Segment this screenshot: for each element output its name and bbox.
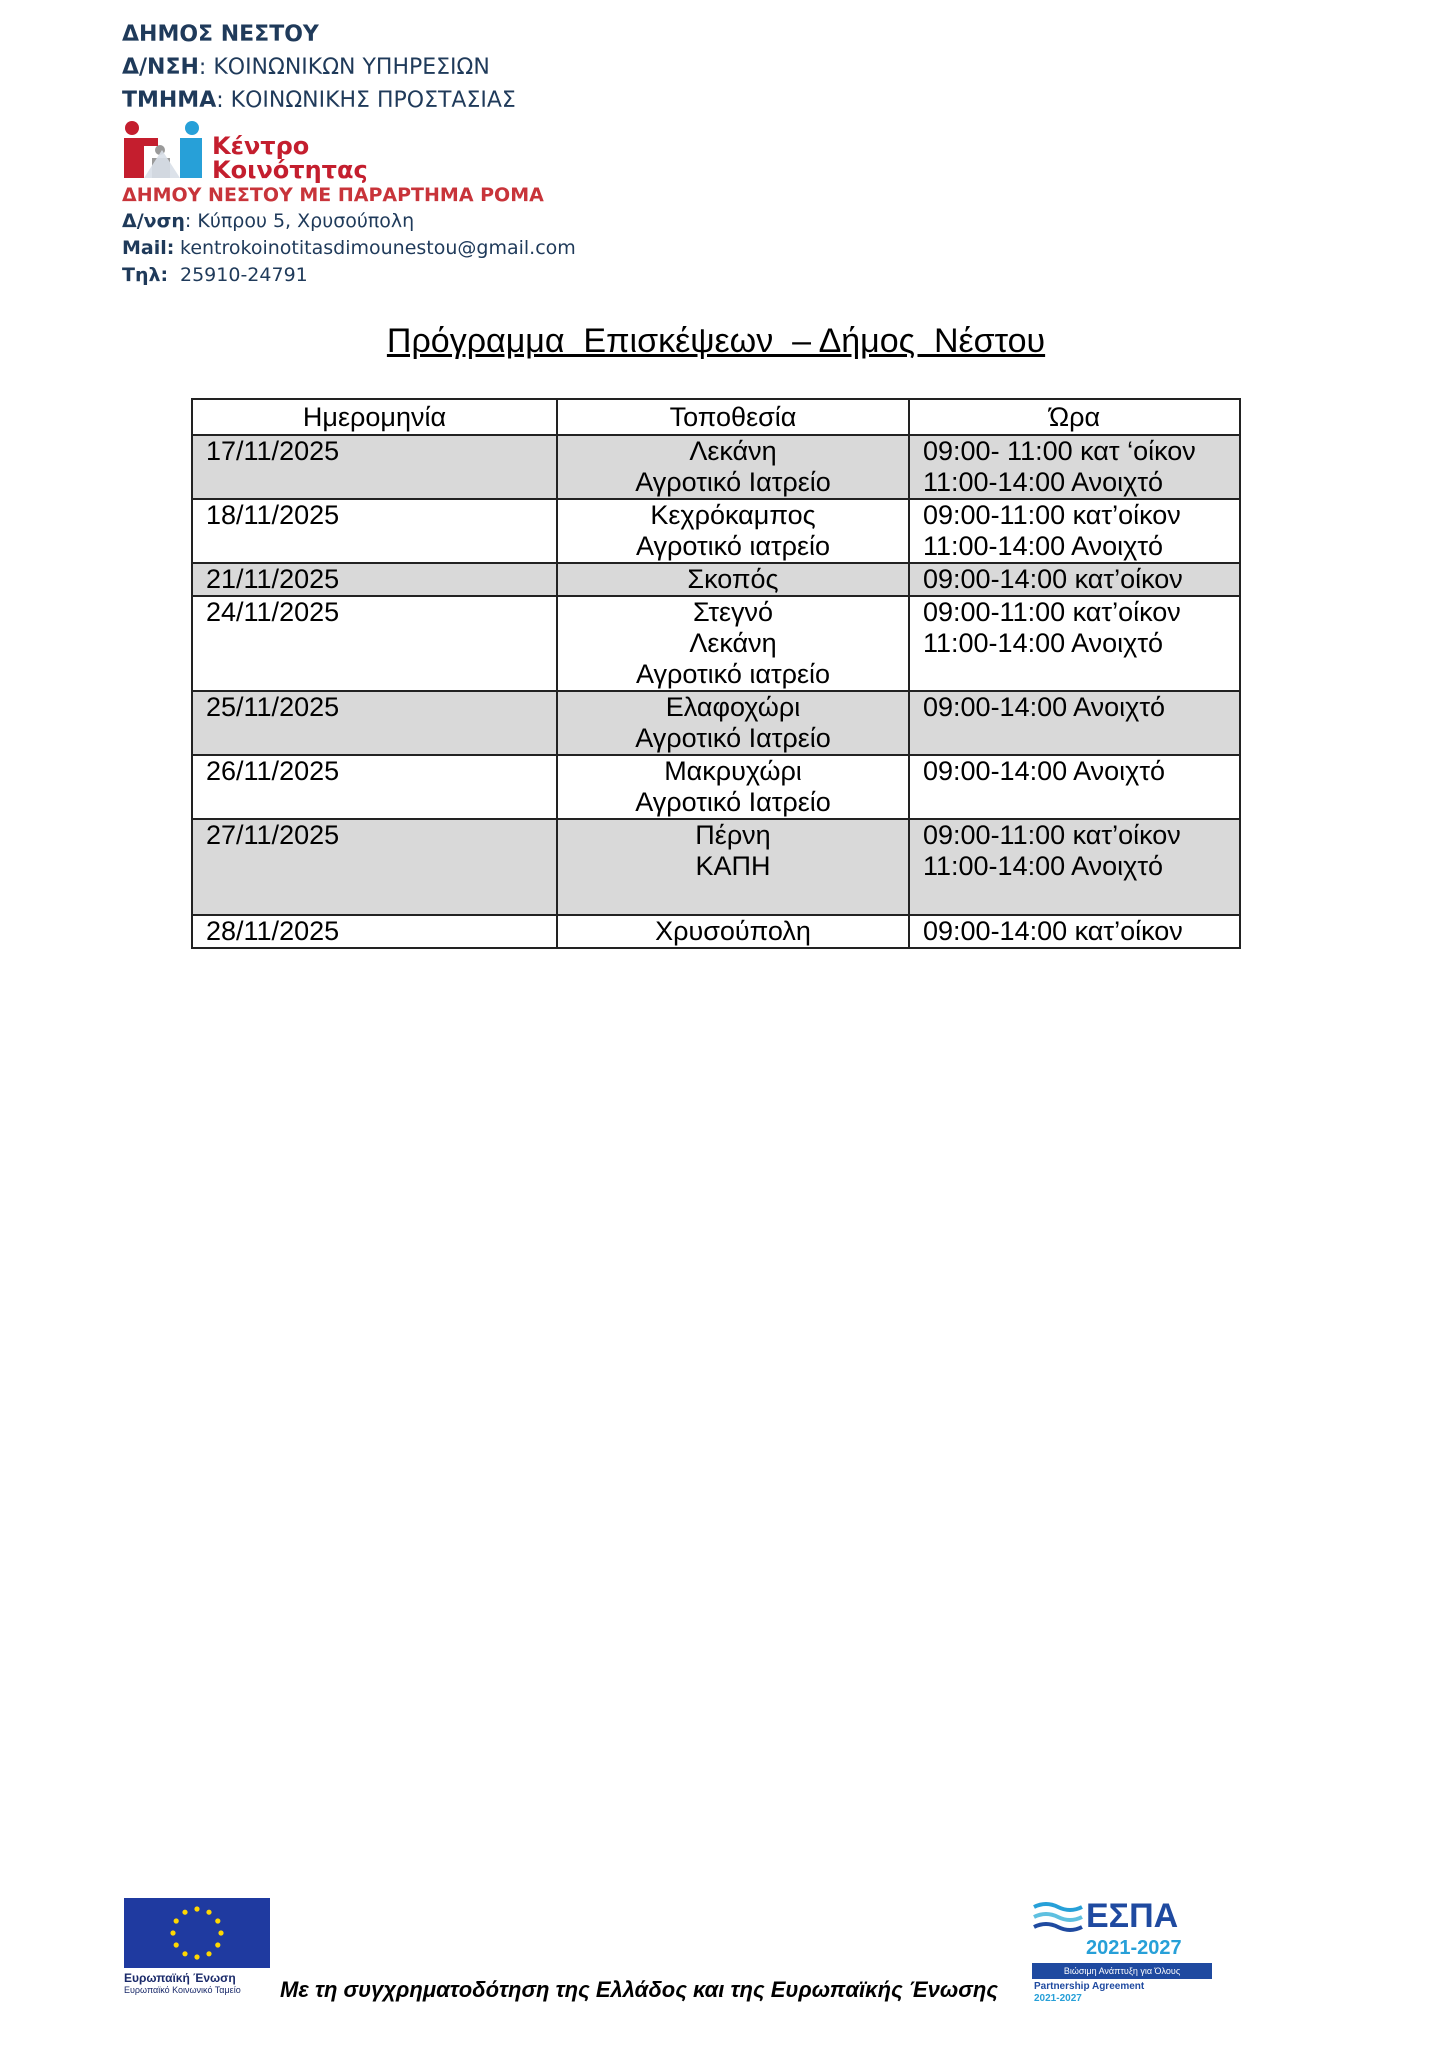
table-row xyxy=(192,435,1240,499)
espa-title: ΕΣΠΑ xyxy=(1086,1897,1179,1935)
espa-waves-icon xyxy=(1032,1899,1086,1939)
table-row xyxy=(192,596,1240,691)
logo-line-2: Κοινότητας xyxy=(212,156,368,184)
cell-time: 09:00-11:00 κατ’οίκον 11:00-14:00 Ανοιχτό xyxy=(909,596,1240,691)
header-time: Ώρα xyxy=(909,399,1240,435)
table-row xyxy=(192,691,1240,755)
community-center-logo xyxy=(122,120,368,184)
cell-location: Σκοπός xyxy=(557,563,909,596)
cofunding-statement: Με τη συγχρηματοδότηση της Ελλάδος και της Ευρωπαϊκής Ένωσης xyxy=(280,1977,998,2002)
table-header-row xyxy=(192,399,1240,435)
address-label: Δ/νση xyxy=(122,210,185,232)
cell-date: 28/11/2025 xyxy=(192,915,557,948)
letterhead xyxy=(122,18,516,117)
eu-fund: Ευρωπαϊκό Κοινωνικό Ταμείο xyxy=(124,1985,241,1995)
table-row xyxy=(192,499,1240,563)
cell-location: Πέρνη ΚΑΠΗ xyxy=(557,819,909,915)
branch-name: ΔΗΜΟΥ ΝΕΣΤΟΥ ΜΕ ΠΑΡΑΡΤΗΜΑ ΡΟΜΑ xyxy=(122,184,544,206)
partnership-agreement-years: 2021-2027 xyxy=(1034,1993,1082,2004)
partnership-agreement: Partnership Agreement xyxy=(1034,1981,1145,1992)
cell-time: 09:00-14:00 Ανοιχτό xyxy=(909,755,1240,819)
mail-label: Mail: xyxy=(122,237,175,259)
cell-date: 18/11/2025 xyxy=(192,499,557,563)
cell-location: Χρυσούπολη xyxy=(557,915,909,948)
cell-location: Ελαφοχώρι Αγροτικό Ιατρείο xyxy=(557,691,909,755)
cell-location: Στεγνό Λεκάνη Αγροτικό ιατρείο xyxy=(557,596,909,691)
phone-value: 25910-24791 xyxy=(180,264,308,286)
page-title: Πρόγραμμα Επισκέψεων – Δήμος Νέστου xyxy=(386,322,1046,360)
table-body xyxy=(192,435,1240,948)
department-label: ΤΜΗΜΑ xyxy=(122,88,217,113)
espa-logo xyxy=(1030,1897,1220,2007)
table-row xyxy=(192,563,1240,596)
cell-date: 25/11/2025 xyxy=(192,691,557,755)
cell-date: 21/11/2025 xyxy=(192,563,557,596)
header-location: Τοποθεσία xyxy=(557,399,909,435)
cell-date: 24/11/2025 xyxy=(192,596,557,691)
directorate-name: : ΚΟΙΝΩΝΙΚΩΝ ΥΠΗΡΕΣΙΩΝ xyxy=(198,55,490,80)
cell-location: Λεκάνη Αγροτικό Ιατρείο xyxy=(557,435,909,499)
directorate-label: Δ/ΝΣΗ xyxy=(122,55,199,80)
cell-location: Κεχρόκαμπος Αγροτικό ιατρείο xyxy=(557,499,909,563)
cell-date: 17/11/2025 xyxy=(192,435,557,499)
cell-date: 26/11/2025 xyxy=(192,755,557,819)
cell-time: 09:00-14:00 Ανοιχτό xyxy=(909,691,1240,755)
visit-schedule-table xyxy=(191,398,1241,949)
table-row xyxy=(192,819,1240,915)
espa-years: 2021-2027 xyxy=(1086,1937,1182,1959)
table-row xyxy=(192,755,1240,819)
eu-name: Ευρωπαϊκή Ένωση xyxy=(124,1971,236,1985)
cell-time: 09:00- 11:00 κατ ‘οίκον 11:00-14:00 Ανοιχτό xyxy=(909,435,1240,499)
contact-info xyxy=(122,208,576,289)
espa-slogan: Βιώσιμη Ανάπτυξη για Όλους xyxy=(1032,1963,1212,1979)
cell-time: 09:00-11:00 κατ’οίκον 11:00-14:00 Ανοιχτό xyxy=(909,819,1240,915)
address-value: : Κύπρου 5, Χρυσούπολη xyxy=(184,210,415,232)
logo-wordmark xyxy=(212,134,368,182)
family-icon xyxy=(122,120,212,182)
cell-time: 09:00-11:00 κατ’οίκον 11:00-14:00 Ανοιχτό xyxy=(909,499,1240,563)
department-name: : ΚΟΙΝΩΝΙΚΗΣ ΠΡΟΣΤΑΣΙΑΣ xyxy=(216,88,516,113)
cell-date: 27/11/2025 xyxy=(192,819,557,915)
municipality-name: ΔΗΜΟΣ ΝΕΣΤΟΥ xyxy=(122,22,319,47)
eu-flag-icon xyxy=(124,1898,270,1968)
eu-logo xyxy=(124,1898,272,2002)
phone-label: Τηλ: xyxy=(122,264,169,286)
cell-location: Μακρυχώρι Αγροτικό Ιατρείο xyxy=(557,755,909,819)
header-date: Ημερομηνία xyxy=(192,399,557,435)
logo-line-1: Κέντρο xyxy=(212,132,310,160)
mail-value[interactable]: kentrokoinotitasdimounestou@gmail.com xyxy=(180,237,576,259)
cell-time: 09:00-14:00 κατ’οίκον xyxy=(909,915,1240,948)
table-row xyxy=(192,915,1240,948)
cell-time: 09:00-14:00 κατ’οίκον xyxy=(909,563,1240,596)
